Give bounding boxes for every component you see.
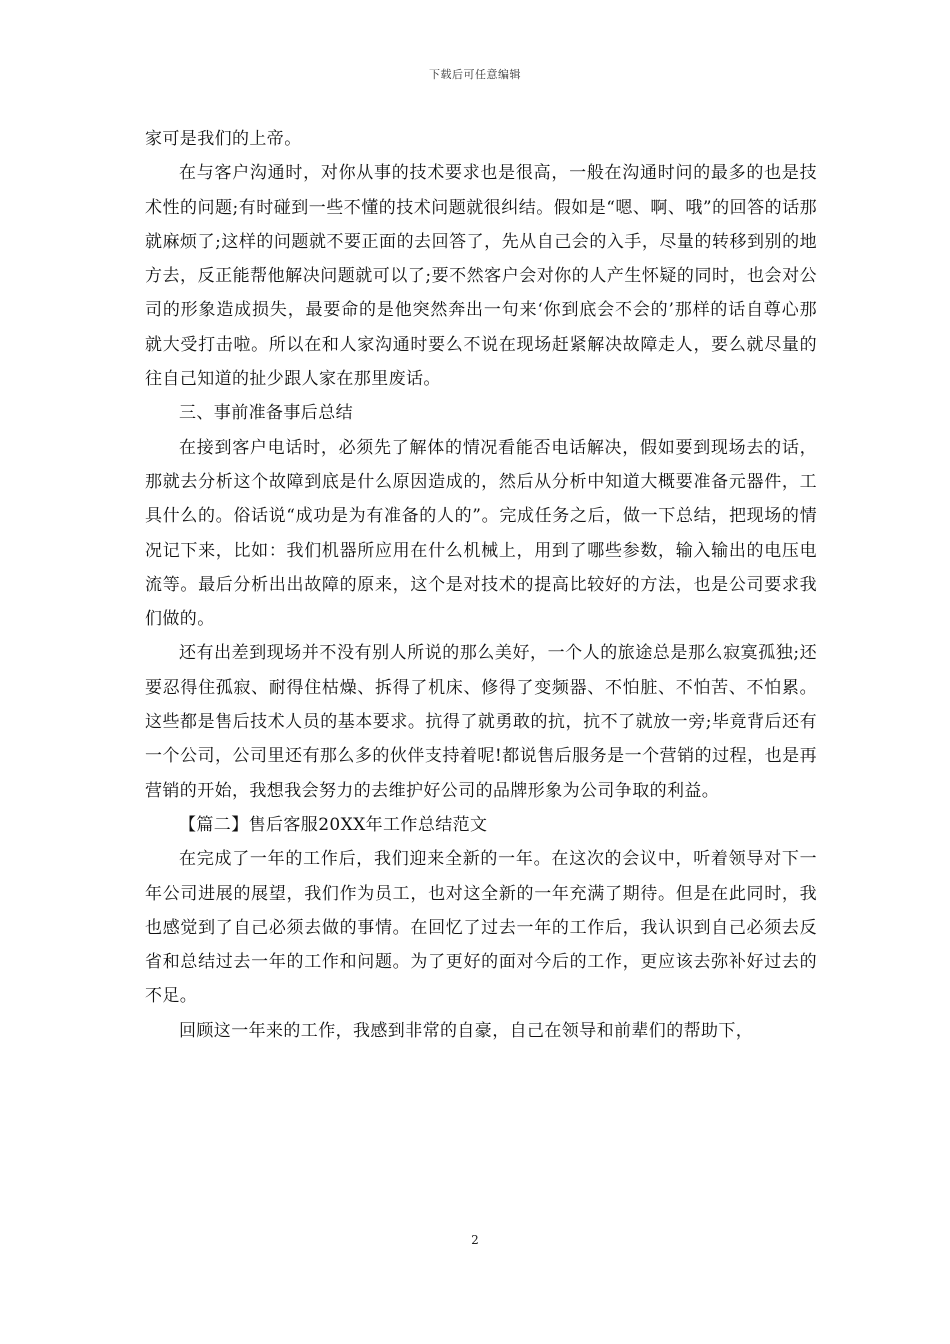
paragraph-customer-communication: 在与客户沟通时，对你从事的技术要求也是很高，一般在沟通时问的最多的也是技术性的问题;有时碰到一些不懂的技术问题就很纠结。假如是“嗯、啊、哦”的回答的话那就麻烦了;这样的问题就不要正面的去回答了，先从自己会的入手，尽量的转移到别的地方去，反正能帮他解决问题就可以了;要不然客户会对你的人产生怀疑的同时，也会对公司的形象造成损失，最要命的是他突然奔出一句来‘你到底会不会的’那样的话自尊心那就大受打击啦。所以在和人家沟通时要么不说在现场赶紧解决故障走人，要么就尽量的往自己知道的扯少跟人家在那里废话。: [145, 163, 817, 390]
page-number: 2: [471, 1233, 479, 1247]
section-heading-part-two: 【篇二】售后客服20XX年工作总结范文: [179, 814, 488, 835]
paragraph-preparation: 在接到客户电话时，必须先了解体的情况看能否电话解决，假如要到现场去的话，那就去分析这个故障到底是什么原因造成的，然后从分析中知道大概要准备元器件，工具什么的。俗话说“成功是为有准备的人的”。完成任务之后，做一下总结，把现场的情况记下来，比如：我们机器所应用在什么机械上，用到了哪些参数，输入输出的电压电流等。最后分析出出故障的原来，这个是对技术的提高比较好的方法，也是公司要求我们做的。: [145, 437, 817, 630]
document-body: [145, 122, 817, 1048]
paragraph-business-trip: 还有出差到现场并不没有别人所说的那么美好，一个人的旅途总是那么寂寞孤独;还要忍得住孤寂、耐得住枯燥、拆得了机床、修得了变频器、不怕脏、不怕苦、不怕累。这些都是售后技术人员的基本要求。抗得了就勇敢的抗，抗不了就放一旁;毕竟背后还有一个公司，公司里还有那么多的伙伴支持着呢!都说售后服务是一个营销的过程，也是再营销的开始，我想我会努力的去维护好公司的品牌形象为公司争取的利益。: [145, 643, 817, 801]
section-heading-preparation: 三、事前准备事后总结: [179, 403, 353, 424]
paragraph-review: 回顾这一年来的工作，我感到非常的自豪，自己在领导和前辈们的帮助下，: [179, 1020, 754, 1041]
page-header: 下载后可任意编辑: [429, 68, 521, 81]
paragraph-new-year: 在完成了一年的工作后，我们迎来全新的一年。在这次的会议中，听着领导对下一年公司进展的展望，我们作为员工，也对这全新的一年充满了期待。但是在此同时，我也感觉到了自己必须去做的事情。在回忆了过去一年的工作后，我认识到自己必须去反省和总结过去一年的工作和问题。为了更好的面对今后的工作，更应该去弥补好过去的不足。: [145, 849, 817, 1007]
paragraph-continuation: 家可是我们的上帝。: [145, 129, 302, 149]
